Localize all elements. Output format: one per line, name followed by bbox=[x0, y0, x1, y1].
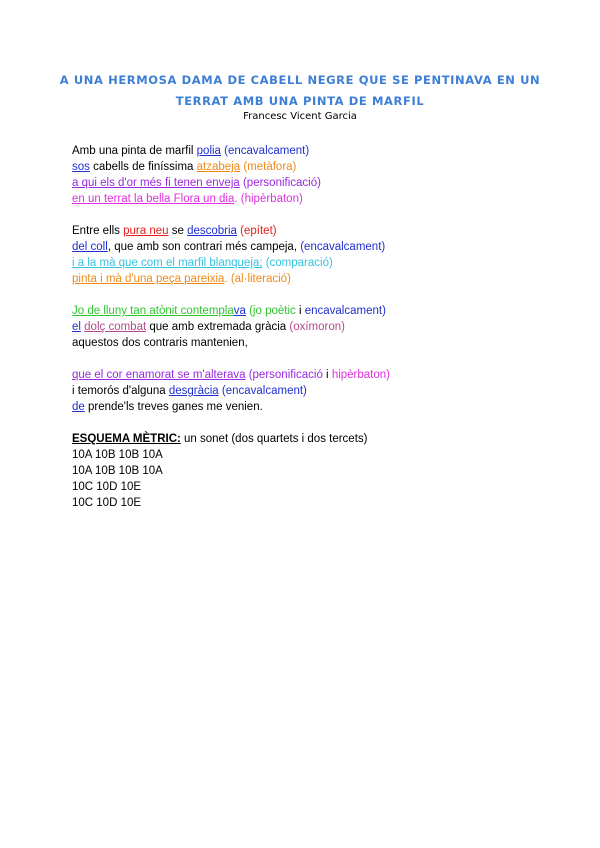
poem-title bbox=[40, 70, 560, 112]
scheme-row: 10C 10D 10E bbox=[72, 497, 142, 509]
scheme-row: 10C 10D 10E bbox=[72, 481, 142, 493]
figure-label: (jo poètic bbox=[245, 305, 296, 317]
verse-line bbox=[72, 143, 321, 159]
figure-marked-word: descobria bbox=[187, 225, 237, 237]
scheme-row: 10A 10B 10B 10A bbox=[72, 465, 163, 477]
verse-line bbox=[72, 255, 385, 271]
figure-label: (metàfora) bbox=[240, 161, 297, 173]
figure-marked-word: va bbox=[233, 305, 246, 317]
stanza-4 bbox=[72, 367, 390, 415]
author-name: Francesc Vicent Garcia bbox=[243, 111, 357, 122]
verse-text: se bbox=[168, 225, 188, 237]
figure-label: hipèrbaton) bbox=[331, 369, 390, 381]
verse-line bbox=[72, 383, 390, 399]
figure-label: . (hipèrbaton) bbox=[234, 193, 303, 205]
figure-label: (personificació bbox=[245, 369, 323, 381]
figure-marked-word: atzabeja bbox=[196, 161, 241, 173]
verse-line bbox=[72, 319, 386, 335]
verse-text: cabells de finíssima bbox=[89, 161, 197, 173]
verse-text: Entre ells bbox=[72, 225, 124, 237]
figure-marked-phrase: Jo de lluny tan atònit contempla bbox=[72, 305, 234, 317]
figure-label: (comparació) bbox=[262, 257, 333, 269]
figure-label: (encavalcament) bbox=[220, 145, 310, 157]
verse-line bbox=[72, 191, 321, 207]
figure-marked-word: el bbox=[72, 321, 81, 333]
verse-text: i bbox=[295, 305, 305, 317]
figure-marked-phrase: pinta i mà d'una peça pareixia bbox=[72, 273, 225, 285]
verse-line bbox=[72, 223, 385, 239]
figure-label: (encavalcament) bbox=[218, 385, 307, 397]
figure-label: . (al·literació) bbox=[224, 273, 291, 285]
figure-marked-phrase: en un terrat la bella Flora un dia bbox=[72, 193, 235, 205]
stanza-1 bbox=[72, 143, 321, 207]
figure-marked-phrase: i a la mà que com el marfil blanqueja; bbox=[72, 257, 263, 269]
figure-marked-word: de bbox=[72, 401, 85, 413]
stanza-3 bbox=[72, 303, 386, 351]
figure-marked-phrase: pura neu bbox=[123, 225, 169, 237]
verse-line bbox=[72, 335, 386, 351]
figure-marked-phrase: del coll bbox=[72, 241, 108, 253]
scheme-label: ESQUEMA MÈTRIC: bbox=[72, 433, 181, 445]
stanza-2 bbox=[72, 223, 385, 287]
metric-scheme bbox=[72, 431, 367, 511]
verse-text: Amb una pinta de marfil bbox=[72, 145, 197, 157]
verse-line bbox=[72, 175, 321, 191]
figure-marked-phrase: dolç combat bbox=[84, 321, 147, 333]
figure-label: encavalcament) bbox=[304, 305, 386, 317]
verse-text: que amb extremada gràcia bbox=[146, 321, 290, 333]
figure-label: (epítet) bbox=[236, 225, 277, 237]
title-line-1: A UNA HERMOSA DAMA DE CABELL NEGRE QUE SE PENTINAVA EN UN bbox=[59, 73, 541, 87]
verse-line bbox=[72, 303, 386, 319]
figure-label: (encavalcament) bbox=[300, 241, 386, 253]
verse-line bbox=[72, 367, 390, 383]
figure-marked-phrase: que el cor enamorat se m'alterava bbox=[72, 369, 246, 381]
verse-text: i bbox=[322, 369, 332, 381]
figure-label: (oxímoron) bbox=[289, 321, 345, 333]
figure-marked-word: sos bbox=[72, 161, 90, 173]
verse-text: i temorós d'alguna bbox=[72, 385, 169, 397]
verse-line bbox=[72, 159, 321, 175]
verse-line bbox=[72, 239, 385, 255]
scheme-description: un sonet (dos quartets i dos tercets) bbox=[180, 433, 368, 445]
figure-label: (personificació) bbox=[239, 177, 321, 189]
figure-marked-word: desgràcia bbox=[168, 385, 219, 397]
figure-marked-phrase: a qui els d'or més fi tenen enveja bbox=[72, 177, 240, 189]
title-line-2: TERRAT AMB UNA PINTA DE MARFIL bbox=[175, 94, 425, 108]
scheme-heading bbox=[72, 431, 367, 447]
scheme-row: 10A 10B 10B 10A bbox=[72, 449, 163, 461]
verse-line bbox=[72, 399, 390, 415]
verse-line bbox=[72, 271, 385, 287]
verse-text: prende'ls treves ganes me venien. bbox=[84, 401, 263, 413]
verse-text: aquestos dos contraris mantenien, bbox=[72, 337, 248, 349]
figure-marked-word: polia bbox=[196, 145, 221, 157]
verse-text: , que amb son contrari més campeja, bbox=[107, 241, 301, 253]
